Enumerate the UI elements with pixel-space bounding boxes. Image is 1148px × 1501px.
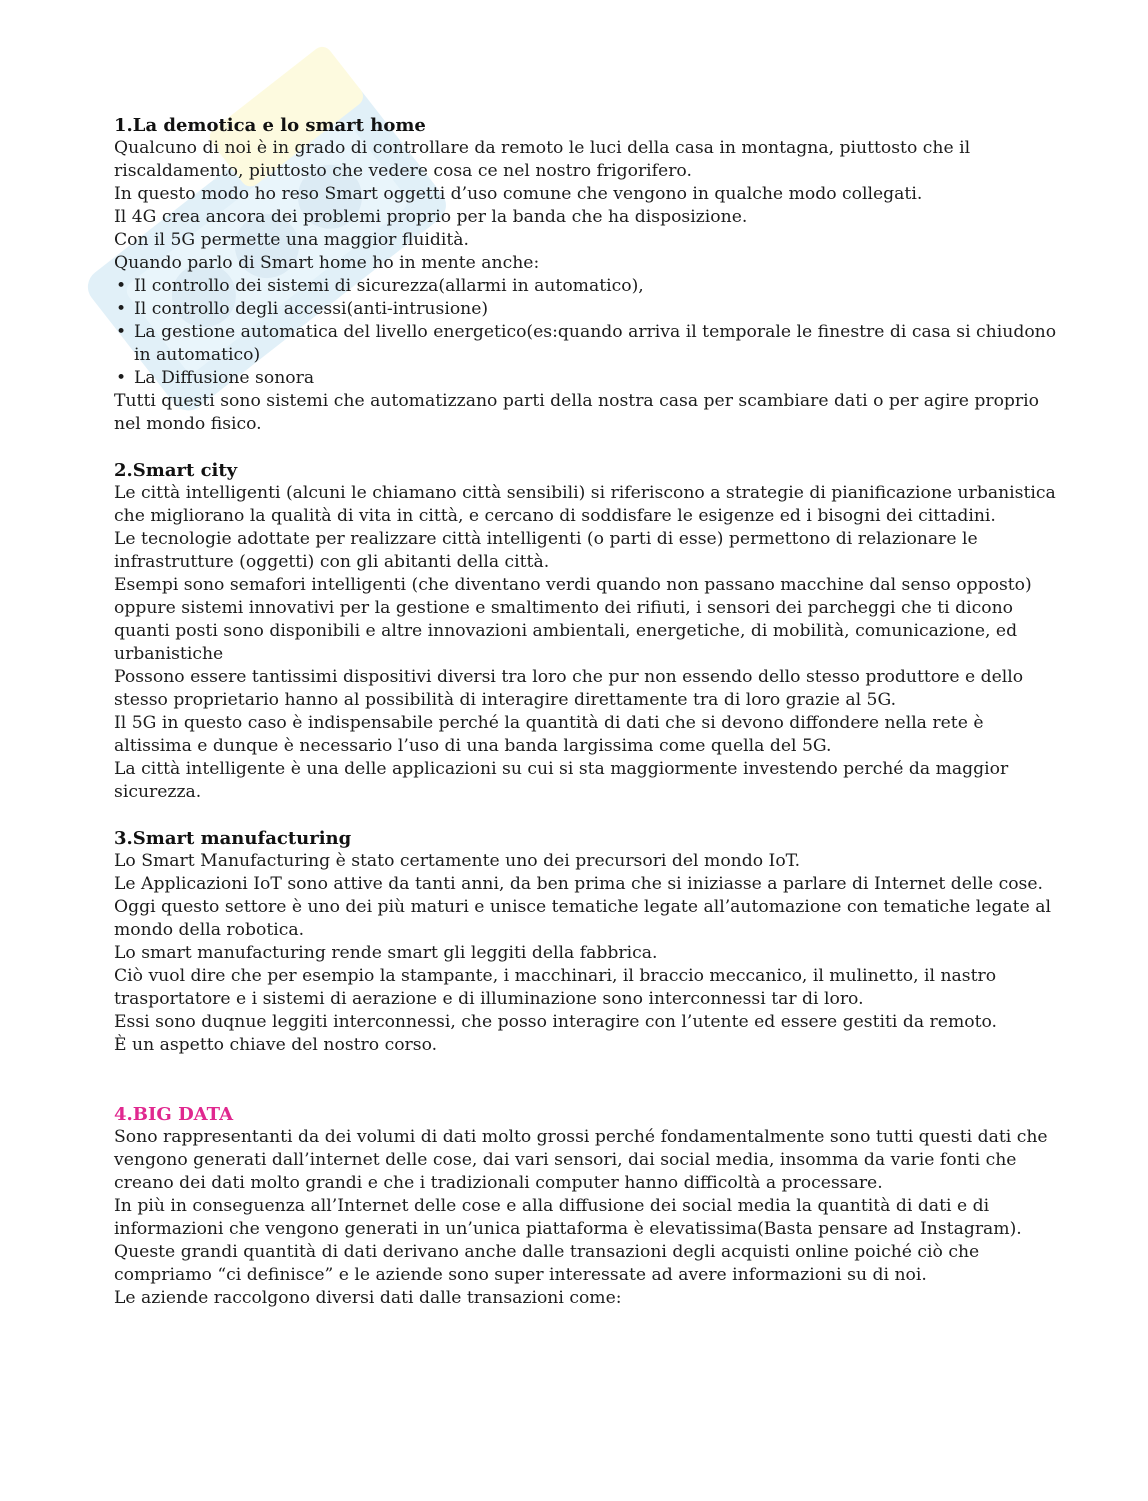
paragraph: La città intelligente è una delle applicazioni su cui si sta maggiormente investendo perché da maggior sicurezza. [114,759,1009,802]
paragraph: Essi sono duqnue leggiti interconnessi, che posso interagire con l’utente ed essere gestiti da remoto. [114,1012,998,1032]
paragraph: Le tecnologie adottate per realizzare città intelligenti (o parti di esse) permettono di relazionare le infrastrutture (oggetti) con gli abitanti della città. [114,529,978,572]
section-smart-city [114,459,1064,804]
paragraph: Il 5G in questo caso è indispensabile perché la quantità di dati che si devono diffondere nella rete è altissima e dunque è necessario l’uso di una banda largissima come quella del 5G. [114,713,984,756]
paragraph: È un aspetto chiave del nostro corso. [114,1035,438,1055]
paragraph: Tutti questi sono sistemi che automatizzano parti della nostra casa per scambiare dati o per agire proprio nel mondo fisico. [114,391,1039,434]
paragraph: Possono essere tantissimi dispositivi diversi tra loro che pur non essendo dello stesso produttore e dello stesso proprietario hanno al possibilità di interagire direttamente tra di loro grazie al 5G. [114,667,1024,710]
paragraph: Il 4G crea ancora dei problemi proprio per la banda che ha disposizione. [114,207,748,227]
list-item: • Il controllo dei sistemi di sicurezza(allarmi in automatico), [114,275,1064,298]
section-title: 2.Smart city [114,460,238,481]
paragraph: Le città intelligenti (alcuni le chiamano città sensibili) si riferiscono a strategie di pianificazione urbanistica che migliorano la qualità di vita in città, e cercano di soddisfare le esigenze ed i bisogni dei cittadini. [114,483,1056,526]
section-title: 1.La demotica e lo smart home [114,115,426,136]
paragraph: Le Applicazioni IoT sono attive da tanti anni, da ben prima che si iniziasse a parlare di Internet delle cose. [114,874,1044,894]
paragraph: In più in conseguenza all’Internet delle cose e alla diffusione dei social media la quantità di dati e di informazioni che vengono generati in un’unica piattaforma è elevatissima(Basta pensare ad Instagram). [114,1196,1022,1239]
paragraph: Lo smart manufacturing rende smart gli leggiti della fabbrica. [114,943,658,963]
section-title: 3.Smart manufacturing [114,828,352,849]
paragraph: Ciò vuol dire che per esempio la stampante, i macchinari, il braccio meccanico, il mulinetto, il nastro trasportatore e i sistemi di aerazione e di illuminazione sono interconnessi tar di loro. [114,966,997,1009]
list-item: • Il controllo degli accessi(anti-intrusione) [114,298,1064,321]
paragraph: Esempi sono semafori intelligenti (che diventano verdi quando non passano macchine dal senso opposto) oppure sistemi innovativi per la gestione e smaltimento dei rifiuti, i sensori dei parcheggi che ti dicono quanti posti sono disponibili e altre innovazioni ambientali, energetiche, di mobilità, comunicazione, ed urbanistiche [114,575,1032,664]
document-page [114,114,1064,1333]
paragraph: Oggi questo settore è uno dei più maturi e unisce tematiche legate all’automazione con tematiche legate al mondo della robotica. [114,897,1051,940]
section-smart-manufacturing [114,827,1064,1057]
paragraph: Queste grandi quantità di dati derivano anche dalle transazioni degli acquisti online poiché ciò che compriamo “ci definisce” e le aziende sono super interessate ad avere informazioni su di noi. [114,1242,980,1285]
list-item: • La Diffusione sonora [114,367,1064,390]
paragraph: Quando parlo di Smart home ho in mente anche: [114,253,540,273]
paragraph: Con il 5G permette una maggior fluidità. [114,230,469,250]
bullet-list [114,275,1064,390]
paragraph: Qualcuno di noi è in grado di controllare da remoto le luci della casa in montagna, piuttosto che il riscaldamento, piuttosto che vedere cosa ce nel nostro frigorifero. [114,138,971,181]
section-title: 4.BIG DATA [114,1104,234,1125]
paragraph: Sono rappresentanti da dei volumi di dati molto grossi perché fondamentalmente sono tutti questi dati che vengono generati dall’internet delle cose, dai vari sensori, dai social media, insomma da varie fonti che creano dei dati molto grandi e che i tradizionali computer hanno difficoltà a processare. [114,1127,1048,1193]
section-smart-home [114,114,1064,436]
section-big-data [114,1103,1064,1310]
paragraph: Le aziende raccolgono diversi dati dalle transazioni come: [114,1288,622,1308]
paragraph: Lo Smart Manufacturing è stato certamente uno dei precursori del mondo IoT. [114,851,801,871]
paragraph: In questo modo ho reso Smart oggetti d’uso comune che vengono in qualche modo collegati. [114,184,923,204]
list-item: • La gestione automatica del livello energetico(es:quando arriva il temporale le finestre di casa si chiudono in automatico) [114,321,1064,367]
